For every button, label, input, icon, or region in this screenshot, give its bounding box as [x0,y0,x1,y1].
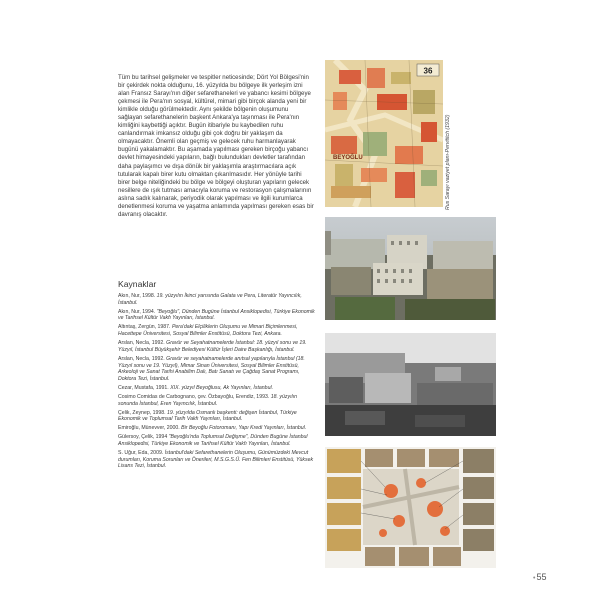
reference-item: Arslan, Necla, 1992. Gravür ve Seyahatnamelerde İstanbul: 18. yüzyıl sonu ve 19. Yüzyıl, İstanbul Büyükşehir Belediyesi Kültür İşleri Daire Başkanlığı, İstanbul. [118,340,307,353]
reference-item: Çelik, Zeynep, 1998. 19. yüzyılda Osmanlı başkenti: değişen İstanbul, Türkiye Ekonomik ve Toplumsal Tarih Vakfı Yayınları, İstanbul. [118,409,297,423]
body-paragraph [118,74,314,219]
section-title: Kaynaklar [118,279,157,289]
historic-bw-photo [325,333,496,436]
site-plan-collage [325,447,496,568]
body-text: Tüm bu tarihsel gelişmeler ve tespitler neticesinde; Dört Yol Bölgesi'nin bir çekirdek nokta olduğunu, 16. yüzyılda bu bölgeye ilk yerleşim izni alan Fransız Sarayı'nın diğer sefarethaneleri ve yabancı kesimi bölgeye çekmesi ile Pera'nın sosyal, kültürel, mimari gibi birçok alanda yeni bir kimlikle olduğu görülmektedir. Aynı şekilde bölgenin oluşumunu sağlayan sefarethanelerin başkent Ankara'ya taşınması ile Pera'nın kimliğini kaybettiği açıktır. Bugün itibariyle bu kaybedilen ruhu canlandırmak imkansız olduğu gibi çok doğru bir yaklaşım da olmayacaktır. Önemli olan geçmiş ve gelecek ruhu harmanlayarak bugünü yakalamaktır. Bu aşamada yapılması gereken birçoğu yabancı devlet himayesindeki yapıların, bağlı bulundukları devletler tarafından daha paylaşımcı ve dışa dönük bir yaklaşımla araştırmacılara açık tutularak kapalı birer kutu olmaktan çıkarılmasıdır. Her yönüyle tarihi birer belge niteliğindeki bu bölge ve bölgeyi oluşturan yapıların gelecek nesillere de ışık tutması amacıyla koruma ve restorasyon çalışmalarının aslına sadık kalınarak, periyodik olarak yapılması ve ilgili kurumlarca denetlenmesi koruma ve yaşatma anlamında yapılması gereken esas bir davranış olacaktır. [118,74,314,218]
reference-item: Emiroğlu, Münevver, 2000. Bir Beyoğlu Fotoromanı, Yapı Kredi Yayınları, İstanbul. [118,425,307,432]
reference-item: Cezar, Mustafa, 1991. XIX. yüzyıl Beyoğlusu, Ak Yayınları, İstanbul. [118,384,274,391]
reference-item: Altıntaş, Zergün, 1987. Pera'daki Elçiliklerin Oluşumu ve Mimari Biçimlenmesi, Hacettepe Üniversitesi, Sosyal Bilimler Enstitüsü, Doktora Tezi, Ankara. [118,324,298,338]
reference-item: Gülersoy, Çelik, 1994 "Beyoğlu'nda Toplumsal Değişme", Dünden Bugüne İstanbul Ansiklopedisi, Türkiye Ekonomik ve Tarihsel Kültür Vakfı Yayınları, İstanbul. [118,434,308,447]
figure-caption-text: Rus Sarayı vaziyet planı-Pervititch (1932) [445,114,451,210]
reference-item: Akın, Nur, 1998. 19. yüzyılın İkinci yarısında Galata ve Pera, Literatür Yayıncılık, İstanbul. [118,293,302,306]
reference-item: Arslan, Necla, 1992. Gravür ve seyahatnamelerde anıtsal yapılarıyla İstanbul (18. Yüzyıl sonu ve 19. Yüzyıl), Mimar Sinan Üniversitesi, Sosyal Bilimler Enstitüsü, Arkeoloji ve Sanat Tarihi Anabilim Dalı, Batı Sanatı ve Çağdaş Sanat Programı, Doktora Tezi, İstanbul. [118,355,305,382]
pervititch-map-image [325,60,443,207]
city-panorama-photo [325,217,496,320]
page-number: •55 [533,572,547,582]
reference-item: Akın, Nur, 1994. "Beyoğlu", Dünden Bugüne İstanbul Ansiklopedisi, Türkiye Ekonomik ve Tarihsel Kültür Vakfı Yayınları, İstanbul. [118,308,315,322]
reference-item: Cosimo Comidas de Carbognano, çev. Özbayoğlu, Erendiz, 1993. 18. yüzyılın sonunda İstanbul, Eren Yayıncılık, İstanbul. [118,393,297,407]
reference-item: S. Uğur, Eda, 2009. İstanbul'daki Sefarethanelerin Oluşumu, Günümüzdeki Mevcut durumları, Koruma Sorunları ve Önerileri, M.S.G.S.Ü. Fen Bilimleri Enstitüsü, Yüksek Lisans Tezi, İstanbul. [118,449,314,470]
references-list [118,293,316,472]
map-title: BEYOĞLU [333,155,363,161]
map-sheet-number: 36 [423,66,433,76]
figure-caption [445,60,455,210]
bullet-icon: • [533,575,536,582]
